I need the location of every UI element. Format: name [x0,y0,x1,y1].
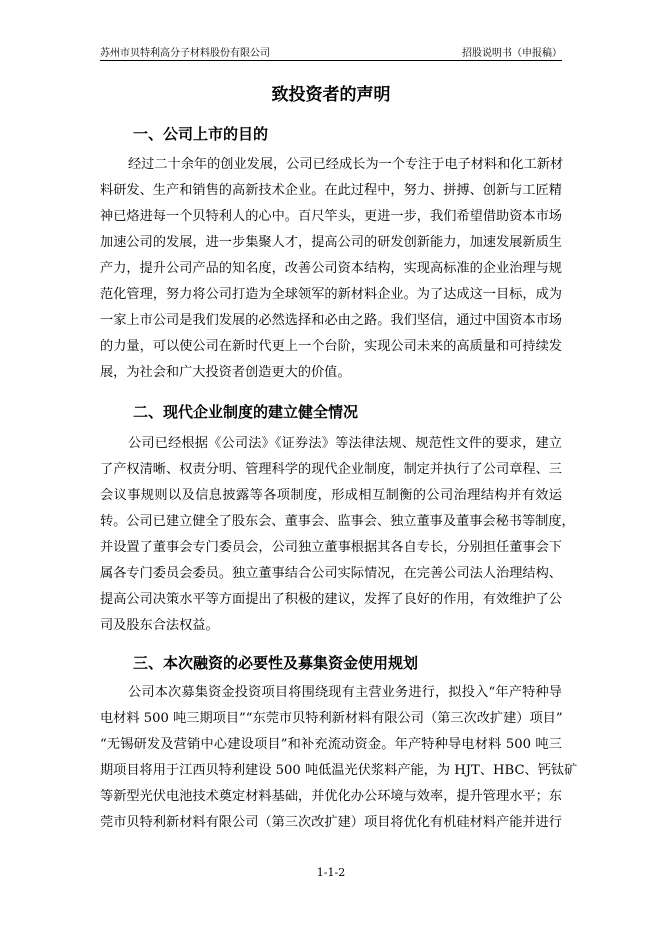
header-document-type: 招股说明书（申报稿） [462,48,562,59]
paragraph-line: 料研发、生产和销售的高新技术企业。在此过程中，努力、拼搏、创新与工匠精 [100,183,562,198]
paragraph-line: 产力，提升公司产品的知名度，改善公司资本结构，实现高标准的企业治理与规 [100,261,562,276]
paragraph-line: 莞市贝特利新材料有限公司（第三次改扩建）项目将优化有机硅材料产能并进行 [100,815,562,830]
paragraph-line: 司及股东合法权益。 [100,618,219,633]
paragraph-line: 了产权清晰、权责分明、管理科学的现代企业制度，制定并执行了公司章程、三 [100,462,562,477]
paragraph-line: 提高公司决策水平等方面提出了积极的建议，发挥了良好的作用，有效维护了公 [100,592,562,607]
paragraph-line: 公司本次募集资金投资项目将围绕现有主营业务进行，拟投入“年产特种导 [128,685,562,700]
paragraph-line: 等新型光伏电池技术奠定材料基础，并优化办公环境与效率，提升管理水平；东 [100,789,562,804]
paragraph-line: 的力量，可以使公司在新时代更上一个台阶，实现公司未来的高质量和可持续发 [100,339,562,354]
section-heading-financing-plan: 三、本次融资的必要性及募集资金使用规划 [133,654,419,672]
header-company-name: 苏州市贝特利高分子材料股份有限公司 [100,48,270,59]
page-header [100,42,562,61]
paragraph-line: 期项目将用于江西贝特利建设 500 吨低温光伏浆料产能，为 HJT、HBC、钙钛矿 [100,763,578,778]
paragraph-line: 并设置了董事会专门委员会，公司独立董事根据其各自专长，分别担任董事会下 [100,540,562,555]
paragraph-line: 经过二十余年的创业发展，公司已经成长为一个专注于电子材料和化工新材 [128,157,564,172]
section-heading-corporate-governance: 二、现代企业制度的建立健全情况 [133,403,359,421]
paragraph-line: 电材料 500 吨三期项目”“东莞市贝特利新材料有限公司（第三次改扩建）项目” [100,711,563,726]
paragraph-line: 属各专门委员会委员。独立董事结合公司实际情况，在完善公司法人治理结构、 [100,566,562,581]
paragraph-line: 展，为社会和广大投资者创造更大的价值。 [100,365,351,380]
paragraph-line: “无锡研发及营销中心建设项目”和补充流动资金。年产特种导电材料 500 吨三 [100,737,562,752]
page-title: 致投资者的声明 [271,85,391,105]
paragraph-line: 公司已经根据《公司法》《证券法》等法律法规、规范性文件的要求，建立 [128,436,562,451]
section-heading-listing-purpose: 一、公司上市的目的 [133,125,269,143]
paragraph-line: 一家上市公司是我们发展的必然选择和必由之路。我们坚信，通过中国资本市场 [100,313,562,328]
paragraph-line: 加速公司的发展，进一步集聚人才，提高公司的研发创新能力，加速发展新质生 [100,235,562,250]
paragraph-line: 转。公司已建立健全了股东会、董事会、监事会、独立董事及董事会秘书等制度， [100,514,575,529]
paragraph-line: 神已烙进每一个贝特利人的心中。百尺竿头，更进一步，我们希望借助资本市场 [100,209,562,224]
paragraph-line: 范化管理，努力将公司打造为全球领军的新材料企业。为了达成这一目标，成为 [100,287,562,302]
paragraph-line: 会议事规则以及信息披露等各项制度，形成相互制衡的公司治理结构并有效运 [100,488,562,503]
page-number: 1-1-2 [316,866,346,879]
